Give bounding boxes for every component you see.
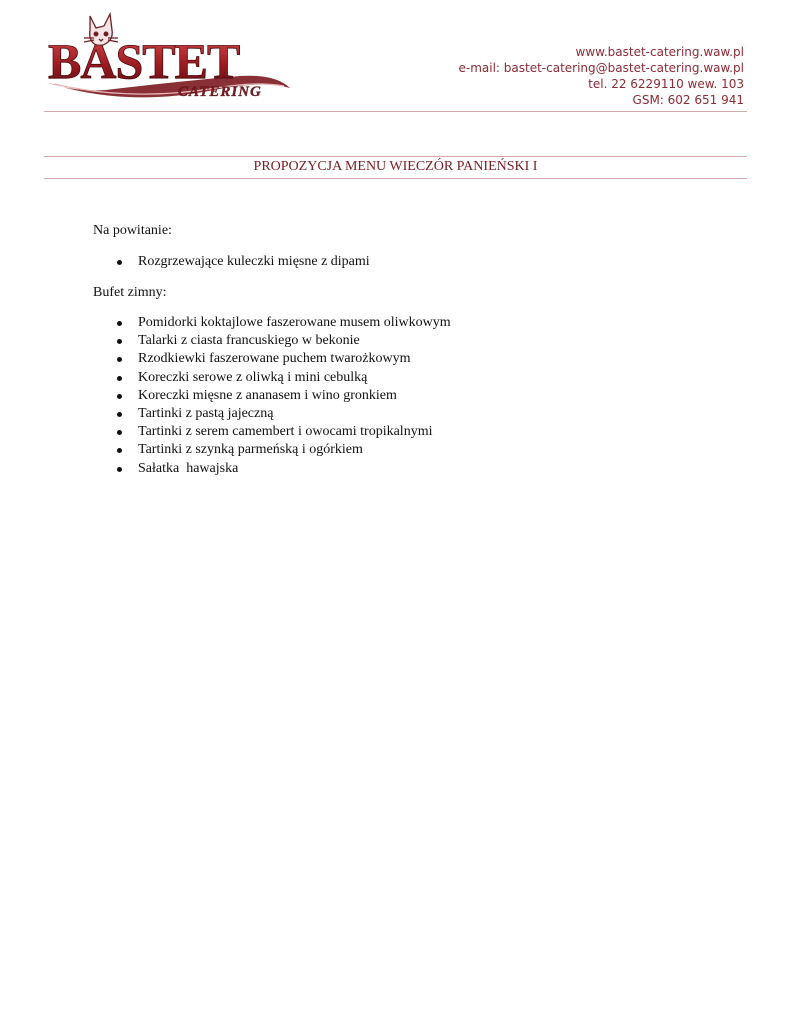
welcome-menu-list [93, 253, 370, 271]
list-item [93, 405, 451, 423]
list-item [93, 253, 370, 271]
list-item [93, 460, 451, 478]
section-label-welcome: Na powitanie: [93, 223, 172, 238]
logo-artwork [44, 12, 296, 104]
logo-wordmark: BASTET [48, 33, 240, 89]
list-item-text: Koreczki serowe z oliwką i mini cebulką [138, 369, 368, 385]
bullet-icon [117, 467, 122, 472]
document-title: PROPOZYCJA MENU WIECZÓR PANIEŃSKI I [253, 159, 538, 174]
list-item-text: Rozgrzewające kuleczki mięsne z dipami [138, 254, 370, 269]
bullet-icon [117, 448, 122, 453]
cold-buffet-menu-list [93, 314, 451, 478]
section-label-cold-buffet: Bufet zimny: [93, 285, 167, 300]
list-item-text: Sałatka hawajska [138, 460, 239, 476]
header-divider [44, 111, 747, 112]
list-item-text: Rzodkiewki faszerowane puchem twarożkowym [138, 351, 411, 367]
website-link[interactable]: www.bastet-catering.waw.pl [575, 45, 744, 59]
bullet-icon [117, 321, 122, 326]
bastet-catering-logo [44, 12, 296, 104]
list-item [93, 387, 451, 405]
logo-subtitle: CATERING [178, 84, 262, 100]
bullet-icon [117, 357, 122, 362]
list-item [93, 423, 451, 441]
bullet-icon [117, 430, 122, 435]
list-item [93, 332, 451, 350]
email-link[interactable]: e-mail: bastet-catering@bastet-catering.waw.pl [458, 61, 744, 75]
list-item-text: Talarki z ciasta francuskiego w bekonie [138, 333, 360, 349]
bullet-icon [117, 394, 122, 399]
list-item [93, 314, 451, 332]
bullet-icon [117, 339, 122, 344]
phone-number: tel. 22 6229110 wew. 103 [588, 77, 744, 91]
bullet-icon [117, 260, 122, 265]
list-item [93, 441, 451, 459]
contact-info [459, 44, 745, 108]
list-item-text: Tartinki z pastą jajeczną [138, 405, 274, 421]
list-item-text: Tartinki z serem camembert i owocami tropikalnymi [138, 424, 433, 440]
list-item-text: Pomidorki koktajlowe faszerowane musem oliwkowym [138, 315, 451, 330]
gsm-number: GSM: 602 651 941 [632, 93, 744, 107]
list-item-text: Tartinki z szynką parmeńską i ogórkiem [138, 442, 363, 458]
list-item-text: Koreczki mięsne z ananasem i wino gronkiem [138, 387, 397, 403]
list-item [93, 350, 451, 368]
list-item [93, 369, 451, 387]
title-bottom-rule [44, 178, 747, 179]
bullet-icon [117, 376, 122, 381]
bullet-icon [117, 412, 122, 417]
